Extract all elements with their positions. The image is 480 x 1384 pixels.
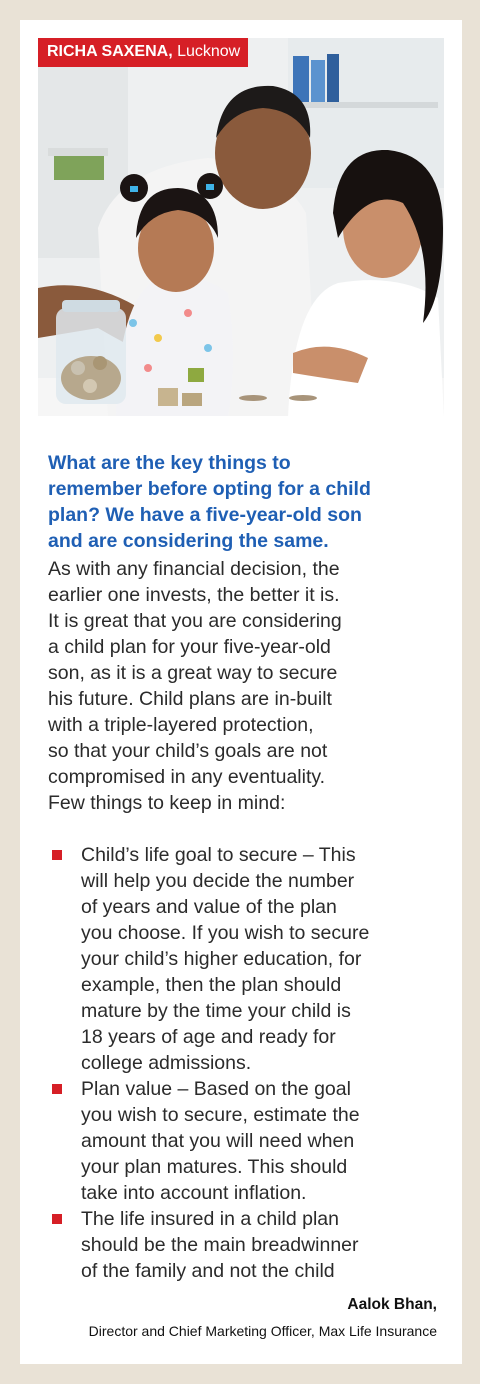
article-card xyxy=(20,20,462,1364)
answer-text xyxy=(48,556,448,816)
tips-list xyxy=(48,842,448,1284)
list-item-line: amount that you will need when xyxy=(81,1130,355,1152)
list-item-line: you choose. If you wish to secure xyxy=(81,922,370,944)
list-item-line: your child’s higher education, for xyxy=(81,948,362,970)
answer-line: son, as it is a great way to secure xyxy=(48,662,338,684)
list-item xyxy=(48,1206,448,1284)
list-item-line: Plan value – Based on the goal xyxy=(81,1078,351,1100)
author-designation: Director and Chief Marketing Officer, Max Life Insurance xyxy=(88,1323,437,1339)
answer-line: As with any financial decision, the xyxy=(48,558,340,580)
list-item-line: 18 years of age and ready for xyxy=(81,1026,336,1048)
answer-line: a child plan for your five-year-old xyxy=(48,636,331,658)
answer-line: with a triple-layered protection, xyxy=(48,714,314,736)
question-line: remember before opting for a child xyxy=(48,478,371,500)
question-line: and are considering the same. xyxy=(48,530,329,552)
family-photo-illustration xyxy=(38,38,444,416)
answer-line: his future. Child plans are in-built xyxy=(48,688,332,710)
answer-line: compromised in any eventuality. xyxy=(48,766,326,788)
author-name: Aalok Bhan, xyxy=(347,1296,437,1313)
answer-line: earlier one invests, the better it is. xyxy=(48,584,340,606)
list-item-line: will help you decide the number xyxy=(81,870,355,892)
list-item-line: take into account inflation. xyxy=(81,1182,307,1204)
list-item xyxy=(48,842,448,1076)
red-square-bullet-icon xyxy=(52,1214,62,1224)
answer-line: so that your child’s goals are not xyxy=(48,740,328,762)
list-item-line: The life insured in a child plan xyxy=(81,1208,339,1230)
answer-line: It is great that you are considering xyxy=(48,610,342,632)
list-item-line: your plan matures. This should xyxy=(81,1156,348,1178)
list-item-line: example, then the plan should xyxy=(81,974,342,996)
question-line: What are the key things to xyxy=(48,452,291,474)
red-square-bullet-icon xyxy=(52,850,62,860)
list-item-line: of years and value of the plan xyxy=(81,896,337,918)
byline-location: Lucknow xyxy=(172,43,241,60)
byline-name: RICHA SAXENA, xyxy=(47,43,173,60)
list-item-line: Child’s life goal to secure – This xyxy=(81,844,356,866)
list-item-line: you wish to secure, estimate the xyxy=(81,1104,360,1126)
answer-line: Few things to keep in mind: xyxy=(48,792,286,814)
question-text xyxy=(48,450,448,554)
byline-tag xyxy=(38,38,248,67)
family-photo xyxy=(38,38,444,416)
red-square-bullet-icon xyxy=(52,1084,62,1094)
list-item-line: college admissions. xyxy=(81,1052,252,1074)
list-item-line: of the family and not the child xyxy=(81,1260,335,1282)
list-item-line: should be the main breadwinner xyxy=(81,1234,359,1256)
list-item-line: mature by the time your child is xyxy=(81,1000,351,1022)
list-item xyxy=(48,1076,448,1206)
question-line: plan? We have a five-year-old son xyxy=(48,504,362,526)
